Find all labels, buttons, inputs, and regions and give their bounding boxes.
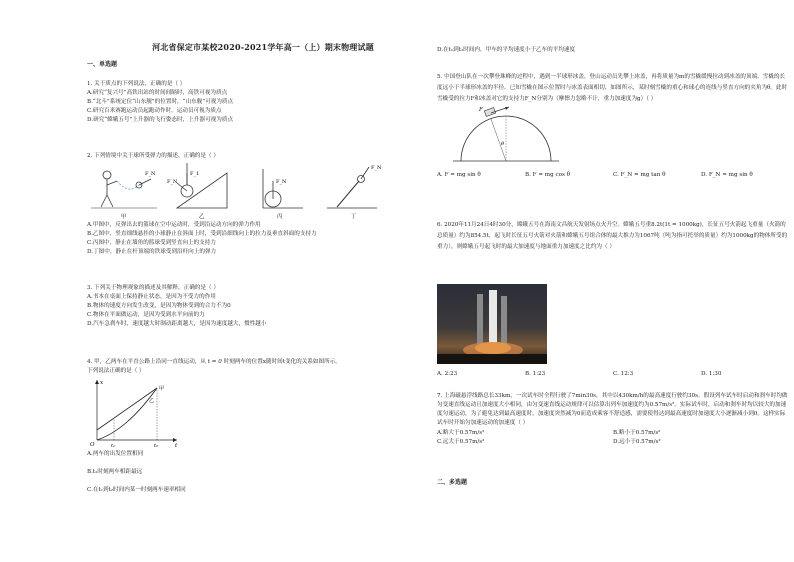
label-jia: 甲 <box>159 386 165 392</box>
option-b: B.t₂时刻两车相距最远 <box>87 469 143 475</box>
option-d: D.研究“嫦娥五号”上升器的飞行姿态时，上升器可视为质点 <box>87 117 234 123</box>
question-stem: 5. 中国登山队在一次攀登珠峰的过程中，遇到一半球形冰盖，登山运动员先攀上冰盖，再将质量为m的雪橇缓慢拉动到冰盖的顶端，雪橇的长度远小于半球形冰盖的半径。已知雪橇在图示位置时与冰盖表面相切，如图所示，某时刻雪橇的重心和球心的连线与竖直方向的夹角为θ。此时雪橇受的拉力F和冰盖对它的支持力F_N分别为（摩擦力忽略不计，重力加速度为g）（ ） <box>437 74 788 102</box>
options-row <box>437 370 789 379</box>
origin-label: O <box>90 442 95 448</box>
caption-jia: 甲 <box>121 214 127 220</box>
option-a: A. F = mg sin θ <box>437 172 481 178</box>
option-a: A.略大于0.57m/s² <box>437 430 485 436</box>
question-5 <box>437 72 789 180</box>
rocket-image <box>437 284 547 364</box>
force-label: F_1 <box>190 171 200 177</box>
angle-label: θ <box>501 141 505 147</box>
option-c: C.远大于0.57m/s² <box>437 439 485 445</box>
option-a: A.研究“复兴号”高铁出站的时间间隔时，高铁可视为质点 <box>87 90 228 96</box>
option-b: B. 1:23 <box>525 371 546 377</box>
force-label: F_N <box>167 179 178 185</box>
option-c: C.物体在平面做运动，是因为受到水平向前的力 <box>87 312 205 318</box>
option-b: B.乙图中，竖直细线悬挂的小球静止在斜面上时，受到沿细线向上的拉力及垂直斜面的支持力 <box>87 231 317 237</box>
axis-label-t: t <box>175 443 178 448</box>
option-a: A.两车的出发位置相同 <box>87 451 144 457</box>
caption-bing: 丙 <box>277 214 283 220</box>
diagram-yi <box>167 163 227 208</box>
curve-yi <box>97 388 157 440</box>
option-d: D. F_N = mg sin θ <box>701 172 753 178</box>
section-heading-2: 二、多选题 <box>437 479 468 486</box>
axis-label-x: x <box>100 380 104 386</box>
question-6-options <box>437 370 789 379</box>
tick-t2: t₂ <box>154 443 159 448</box>
option-a: A. 2:23 <box>437 371 458 377</box>
snow-dome-diagram <box>451 105 561 169</box>
question-stem-cont: 下列说法正确的是（ ） <box>87 368 145 374</box>
question-4-option-d <box>437 46 789 55</box>
force-label: F_N <box>371 165 382 171</box>
option-d: D.汽车急刹车时，速度越大时制动距离越大，是因为速度越大，惯性越小 <box>87 321 267 327</box>
question-3 <box>87 284 439 329</box>
diagram-bing <box>263 169 303 208</box>
caption-ding: 丁 <box>351 214 357 220</box>
question-stem: 6. 2020年11月24日4时30分，嫦娥五号在海南文昌航天发射场点火升空。嫦娥五号重8.2t(1t = 1000kg)，长征五号火箭起飞重量（火箭的总质量）约为854.5t，起飞时长征五号火箭对火箭和嫦娥五号组合体的最大推力为1067吨（吨为指可托举的质量）约为1000kg的物体所受的重力），则嫦娥五号起飞时的最大加速度与地面重力加速度之比约为（ ） <box>437 222 788 250</box>
section-heading: 一、单选题 <box>87 61 118 68</box>
option-c: C.研究百米赛跑运动员起跑动作时，运动员可视为质点 <box>87 108 222 114</box>
question-stem: 4. 甲，乙两车在平直公路上沿同一直线运动，从 t = 0 时刻两车的位置x随时间t变化的关系如图所示。 <box>87 359 341 365</box>
page-title: 河北省保定市某校2020-2021学年高一（上）期末物理试题 <box>152 42 374 52</box>
question-stem: 1. 关于质点的下列说法，正确的是（ ） <box>87 81 186 87</box>
force-label: F_N <box>145 171 156 177</box>
label-yi: 乙 <box>149 398 155 404</box>
tick-t1: t₁ <box>111 443 116 448</box>
caption-yi: 乙 <box>199 214 205 220</box>
question-2 <box>87 152 439 257</box>
question-6 <box>437 220 789 253</box>
question-1 <box>87 80 439 125</box>
question-7 <box>437 392 789 447</box>
rocket-launch-photo <box>437 284 547 364</box>
diagram-ding <box>327 165 382 208</box>
question-stem: 7. 上海磁悬浮线路总长33km，一次试车时全程行驶了7min30s，其中以430km/h的最高速度行驶约30s。假设列车试车时启动和刹车时均做匀变速直线运动且加速度大小相同，由匀变速直线运动规律可以估算出列车加速度约为0.57m/s²。实际试车时，启动和刹车时均以较大的加速度匀速运动，为了避免达到最高速度时，加速度突然减为0而造成乘客不舒适感，需要使得达到最高速度时加速度大小逐渐减小到0。这样实际试车时开始匀加速运动的加速度（ ） <box>437 393 788 426</box>
question-stem: 3. 下列关于物理观象的描述及其解释，正确的是（ ） <box>87 285 219 291</box>
option-c: C.丙图中，静止在墙角的篮球受到竖直向上的支持力 <box>87 240 216 246</box>
option-c: C.在t₁到t₂时间内某一时刻两车速率相同 <box>87 487 186 493</box>
question-stem: 2. 下列情境中关于球所受弹力的描述，正确的是（ ） <box>87 153 219 159</box>
option-b: B.略小于0.57m/s² <box>613 430 661 436</box>
option-b: B.物体的速度方向发生改变，是因为物体受到的合力不为0 <box>87 303 231 309</box>
xt-graph <box>87 376 187 448</box>
options-row <box>437 171 789 180</box>
force-label-f: F <box>479 107 483 113</box>
diagram-jia <box>91 171 157 208</box>
question-4 <box>87 358 439 495</box>
option-d: D.在t₁到t₂时间内，甲车的平均速度小于乙车的平均速度 <box>437 47 576 53</box>
option-d: D.远小于0.57m/s² <box>613 439 661 445</box>
options-grid <box>437 429 789 447</box>
force-label: F_N <box>276 179 287 185</box>
option-c: C. 12:3 <box>613 371 634 377</box>
option-b: B.“北斗”系统定位“山东舰”的位置时，“山东舰”可视为质点 <box>87 99 234 105</box>
line-jia <box>97 388 157 430</box>
option-a: A.书本在桌面上保持静止状态，是因为不受力的作用 <box>87 294 216 300</box>
option-b: B. F = mg cos θ <box>525 172 570 178</box>
option-a: A.甲图中，反弹出去的篮球在空中运动时，受到沿运动方向的弹力作用 <box>87 222 261 228</box>
option-c: C. F_N = mg tan θ <box>613 172 666 178</box>
option-d: D.丁图中，静止在杆顶端的铁球受到沿杆向上的弹力 <box>87 249 217 255</box>
option-d: D. 1:30 <box>701 371 722 377</box>
force-diagrams <box>87 161 387 221</box>
